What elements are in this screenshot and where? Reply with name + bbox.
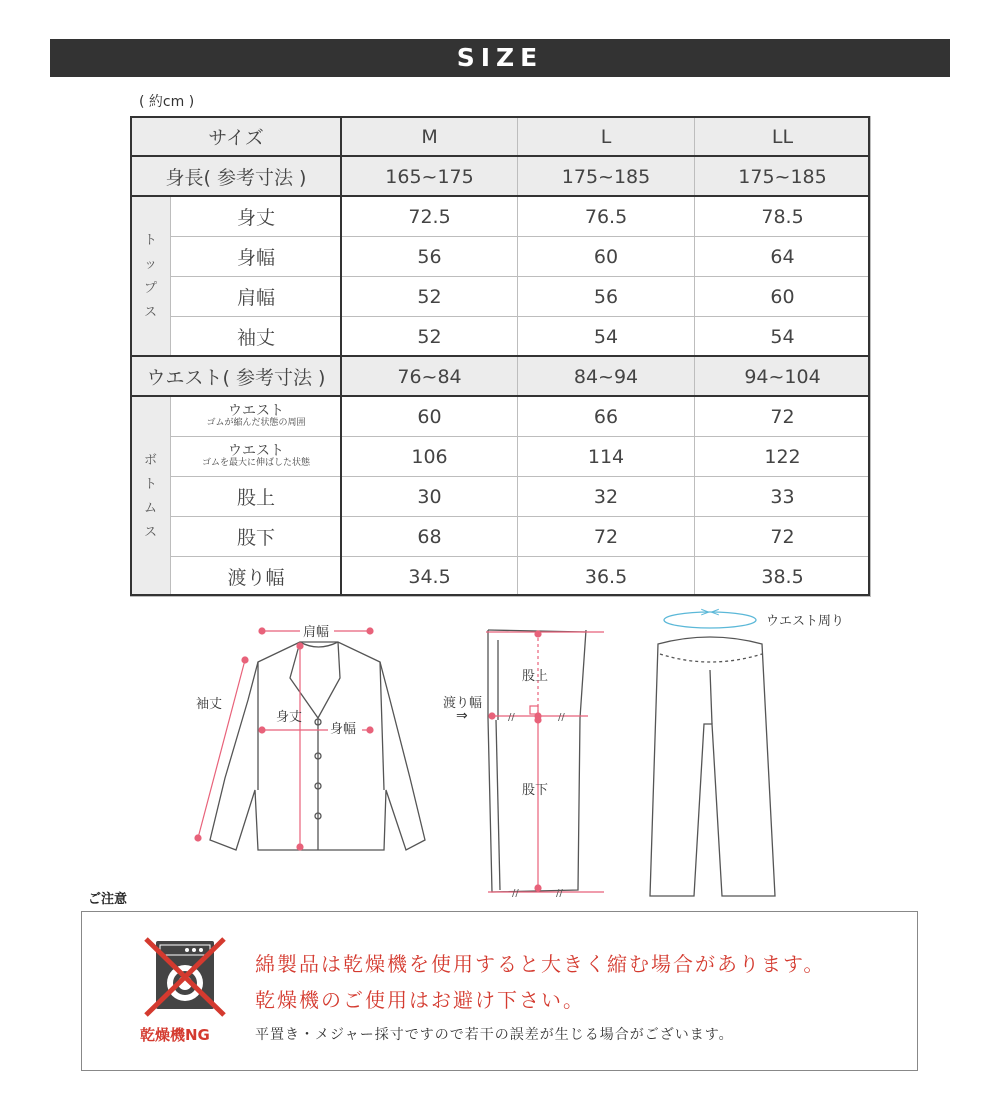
cell: 122 [695,437,871,477]
sleeve-label: 袖丈 [196,697,223,712]
tick-mark: // [556,888,563,899]
cell: 72 [695,397,871,437]
row-label: 袖丈 [171,317,342,357]
cell: 36.5 [518,557,695,597]
length-label: 身丈 [276,710,303,725]
height-value-l: 175~185 [518,157,695,197]
cell: 30 [342,477,518,517]
tick-mark: // [558,712,565,723]
notice-measurement-note: 平置き・メジャー採寸ですので若干の誤差が生じる場合がございます。 [255,1027,734,1043]
cell: 34.5 [342,557,518,597]
tops-divider [130,195,870,197]
cell: 56 [342,237,518,277]
notice-warning-line1: 綿製品は乾燥機を使用すると大きく縮む場合があります。 [255,952,826,976]
measurement-diagram [0,600,1000,900]
cell: 114 [518,437,695,477]
bottoms-group-label: ボ ト ム ス [131,397,171,597]
bottoms-divider [130,395,870,397]
unit-note: ( 約cm ) [139,94,195,110]
size-banner: SIZE [50,39,950,77]
header-size-label: サイズ [131,117,342,157]
row-label: 身幅 [171,237,342,277]
width-label: 身幅 [330,722,357,737]
header-size-l: L [518,117,695,157]
header-divider [130,155,870,157]
table-row [131,397,871,437]
waist-label: ウエスト( 参考寸法 ) [131,357,342,397]
cell: 33 [695,477,871,517]
cell: 76.5 [518,197,695,237]
height-value-ll: 175~185 [695,157,871,197]
row-label-sub: ゴムが縮んだ状態の周囲 [206,418,306,428]
cell: 32 [518,477,695,517]
cell: 66 [518,397,695,437]
no-dryer-icon [140,935,230,1020]
cell: 64 [695,237,871,277]
cell: 106 [342,437,518,477]
height-label: 身長( 参考寸法 ) [131,157,342,197]
cell: 72 [695,517,871,557]
waist-arrows-icon: >< [700,605,721,619]
waist-row [131,357,871,397]
table-row [131,237,871,277]
pants-back-illustration [650,637,775,896]
rise-label: 股上 [522,669,549,684]
thigh-label: 渡り幅 [443,696,483,711]
cell: 60 [518,237,695,277]
cell: 68 [342,517,518,557]
notice-title: ご注意 [88,892,128,907]
cell: 78.5 [695,197,871,237]
row-label: 肩幅 [171,277,342,317]
header-size-m: M [342,117,518,157]
cell: 60 [695,277,871,317]
waist-value-m: 76~84 [342,357,518,397]
waist-value-ll: 94~104 [695,357,871,397]
tick-mark: // [508,712,515,723]
cell: 60 [342,397,518,437]
row-label-main: ウエスト [228,443,284,459]
table-row [131,437,871,477]
table-row [131,277,871,317]
table-row [131,477,871,517]
height-value-m: 165~175 [342,157,518,197]
waist-value-l: 84~94 [518,357,695,397]
tick-mark: // [512,888,519,899]
waist-divider-top [130,355,870,357]
cell: 54 [695,317,871,357]
shirt-illustration [210,642,425,850]
row-label-main: ウエスト [228,403,284,419]
notice-warning-line2: 乾燥機のご使用はお避け下さい。 [255,988,585,1012]
row-label: 股上 [171,477,342,517]
row-label-sub: ゴムを最大に伸ばした状態 [202,458,311,468]
table-header-row [131,117,871,157]
row-label: 身丈 [171,197,342,237]
tops-group-label: ト ッ プ ス [131,197,171,357]
row-label: 股下 [171,517,342,557]
cell: 56 [518,277,695,317]
table-row [131,317,871,357]
arrow-right-icon: ⇒ [456,708,468,724]
row-label: 渡り幅 [171,557,342,597]
shoulder-label: 肩幅 [303,625,330,640]
row-label [171,397,342,437]
cell: 72.5 [342,197,518,237]
table-row [131,517,871,557]
inseam-label: 股下 [522,783,549,798]
cell: 72 [518,517,695,557]
table-row [131,197,871,237]
header-size-ll: LL [695,117,871,157]
cell: 38.5 [695,557,871,597]
row-label [171,437,342,477]
cell: 52 [342,277,518,317]
cell: 52 [342,317,518,357]
dryer-ng-label: 乾燥機NG [140,1026,210,1044]
cell: 54 [518,317,695,357]
label-column-divider [340,116,342,596]
table-row [131,557,871,597]
waist-circumference-label: ウエスト周り [766,614,845,629]
height-row [131,157,871,197]
shirt-measure-lines [195,628,373,850]
